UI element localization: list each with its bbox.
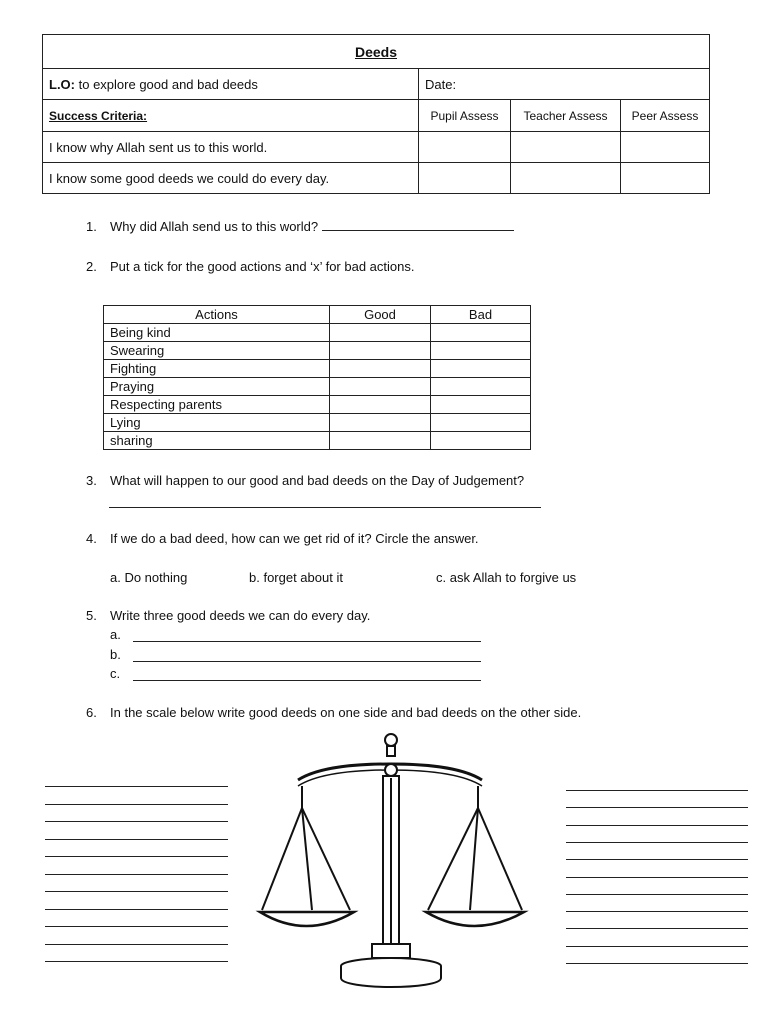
balance-scale-icon	[250, 728, 570, 994]
answer-line[interactable]	[566, 928, 748, 929]
answer-line[interactable]	[109, 507, 541, 508]
bad-cell[interactable]	[431, 378, 531, 396]
good-cell[interactable]	[330, 396, 431, 414]
table-row: Fighting	[104, 360, 531, 378]
answer-line[interactable]	[566, 859, 748, 860]
answer-line[interactable]	[566, 825, 748, 826]
answer-line[interactable]	[566, 877, 748, 878]
answer-line[interactable]	[45, 804, 228, 805]
good-cell[interactable]	[330, 432, 431, 450]
teacher-assess-header: Teacher Assess	[511, 100, 621, 132]
answer-line[interactable]	[566, 963, 748, 964]
learning-objective: L.O: to explore good and bad deeds	[43, 69, 419, 100]
bad-cell[interactable]	[431, 324, 531, 342]
bad-cell[interactable]	[431, 414, 531, 432]
good-cell[interactable]	[330, 360, 431, 378]
criteria-1: I know why Allah sent us to this world.	[43, 132, 419, 163]
pupil-assess-cell[interactable]	[419, 163, 511, 194]
table-row: Praying	[104, 378, 531, 396]
peer-assess-cell[interactable]	[621, 163, 710, 194]
good-header: Good	[330, 306, 431, 324]
option-c[interactable]: c. ask Allah to forgive us	[436, 570, 577, 585]
peer-assess-header: Peer Assess	[621, 100, 710, 132]
question-1: 1. Why did Allah send us to this world?	[86, 219, 514, 234]
table-row: Being kind	[104, 324, 531, 342]
question-6: 6. In the scale below write good deeds on one side and bad deeds on the other side.	[86, 705, 582, 720]
answer-line[interactable]	[45, 944, 228, 945]
answer-line[interactable]	[45, 961, 228, 962]
answer-line[interactable]	[133, 680, 481, 681]
actions-table	[103, 305, 531, 450]
write-label-a: a.	[110, 627, 121, 642]
answer-line[interactable]	[45, 891, 228, 892]
success-criteria-label: Success Criteria:	[43, 100, 419, 132]
good-cell[interactable]	[330, 324, 431, 342]
table-row: Swearing	[104, 342, 531, 360]
date-field[interactable]: Date:	[419, 69, 710, 100]
answer-line[interactable]	[133, 641, 481, 642]
header-table	[42, 34, 710, 194]
answer-line[interactable]	[566, 894, 748, 895]
pupil-assess-cell[interactable]	[419, 132, 511, 163]
question-4: 4. If we do a bad deed, how can we get rid of it? Circle the answer.	[86, 531, 479, 546]
answer-line[interactable]	[566, 807, 748, 808]
question-2: 2. Put a tick for the good actions and ‘x’ for bad actions.	[86, 259, 415, 274]
bad-cell[interactable]	[431, 432, 531, 450]
bad-cell[interactable]	[431, 396, 531, 414]
good-cell[interactable]	[330, 342, 431, 360]
question-3: 3. What will happen to our good and bad deeds on the Day of Judgement?	[86, 473, 525, 488]
teacher-assess-cell[interactable]	[511, 132, 621, 163]
table-row: Respecting parents	[104, 396, 531, 414]
answer-line[interactable]	[45, 839, 228, 840]
answer-line[interactable]	[45, 926, 228, 927]
question-5: 5. Write three good deeds we can do every day.	[86, 608, 371, 623]
answer-line[interactable]	[566, 790, 748, 791]
answer-line[interactable]	[566, 842, 748, 843]
answer-line[interactable]	[45, 874, 228, 875]
option-a[interactable]: a. Do nothing	[110, 570, 188, 585]
answer-line[interactable]	[322, 220, 514, 231]
criteria-2: I know some good deeds we could do every day.	[43, 163, 419, 194]
table-row: sharing	[104, 432, 531, 450]
answer-line[interactable]	[45, 856, 228, 857]
page-title: Deeds	[43, 35, 710, 69]
write-label-b: b.	[110, 647, 121, 662]
answer-line[interactable]	[45, 821, 228, 822]
answer-line[interactable]	[45, 909, 228, 910]
bad-header: Bad	[431, 306, 531, 324]
bad-cell[interactable]	[431, 360, 531, 378]
teacher-assess-cell[interactable]	[511, 163, 621, 194]
good-cell[interactable]	[330, 378, 431, 396]
answer-line[interactable]	[566, 946, 748, 947]
bad-cell[interactable]	[431, 342, 531, 360]
actions-header: Actions	[104, 306, 330, 324]
answer-line[interactable]	[45, 786, 228, 787]
peer-assess-cell[interactable]	[621, 132, 710, 163]
write-label-c: c.	[110, 666, 121, 681]
option-b[interactable]: b. forget about it	[249, 570, 343, 585]
table-row: Lying	[104, 414, 531, 432]
answer-line[interactable]	[133, 661, 481, 662]
answer-line[interactable]	[566, 911, 748, 912]
pupil-assess-header: Pupil Assess	[419, 100, 511, 132]
good-cell[interactable]	[330, 414, 431, 432]
